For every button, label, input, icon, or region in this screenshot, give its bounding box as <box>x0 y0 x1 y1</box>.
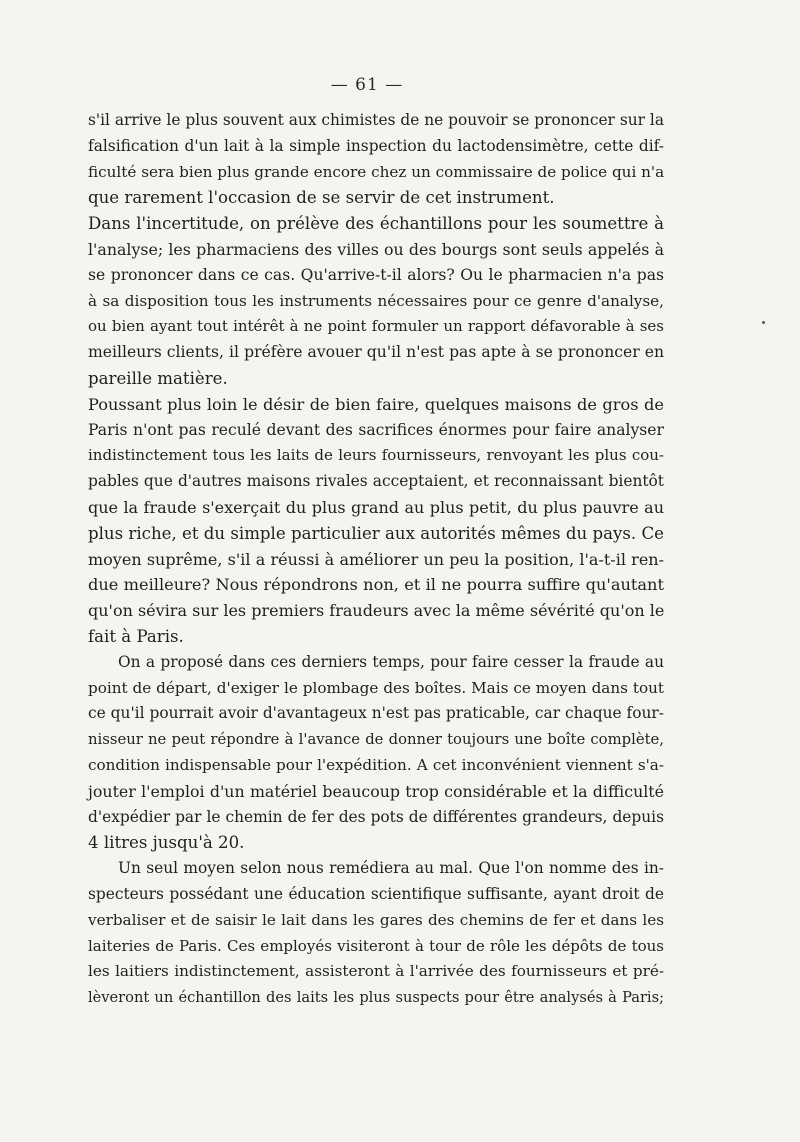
text-line: à sa disposition tous les instruments nécessaires pour ce genre d'analyse, <box>88 291 664 310</box>
text-line: specteurs possédant une éducation scientifique suffisante, ayant droit de <box>88 884 664 903</box>
text-line: plus riche, et du simple particulier aux autorités mêmes du pays. Ce <box>88 523 664 543</box>
text-line: qu'on sévira sur les premiers fraudeurs avec la même sévérité qu'on le <box>88 601 665 621</box>
text-line: que rarement l'occasion de se servir de cet instrument. <box>88 188 555 208</box>
page-number: — 61 — <box>330 75 404 95</box>
text-line: Paris n'ont pas reculé devant des sacrifices énormes pour faire analyser <box>88 420 664 439</box>
text-line: d'expédier par le chemin de fer des pots de différentes grandeurs, depuis <box>88 807 664 826</box>
text-line: On a proposé dans ces derniers temps, pour faire cesser la fraude au <box>118 652 664 671</box>
text-line: ficulté sera bien plus grande encore chez un commissaire de police qui n'a <box>88 162 665 181</box>
text-line: indistinctement tous les laits de leurs fournisseurs, renvoyant les plus cou- <box>88 446 664 465</box>
text-line: point de départ, d'exiger le plombage des boîtes. Mais ce moyen dans tout <box>88 678 664 697</box>
text-line: nisseur ne peut répondre à l'avance de donner toujours une boîte complète, <box>88 731 664 749</box>
text-line: moyen suprême, s'il a réussi à améliorer un peu la position, l'a-t-il ren- <box>88 549 664 569</box>
text-line: Dans l'incertitude, on prélève des échantillons pour les soumettre à <box>88 214 664 234</box>
text-line: due meilleure? Nous répondrons non, et il ne pourra suffire qu'autant <box>88 575 664 595</box>
text-line: ce qu'il pourrait avoir d'avantageux n'est pas praticable, car chaque four- <box>88 704 664 723</box>
text-line: Un seul moyen selon nous remédiera au mal. Que l'on nomme des in- <box>118 859 664 878</box>
paper-speck <box>762 321 765 324</box>
text-line: 4 litres jusqu'à 20. <box>88 833 245 853</box>
text-line: fait à Paris. <box>88 626 184 646</box>
text-line: se prononcer dans ce cas. Qu'arrive-t-il alors? Ou le pharmacien n'a pas <box>88 265 664 284</box>
text-line: falsification d'un lait à la simple inspection du lactodensimètre, cette dif- <box>88 136 664 155</box>
text-line: que la fraude s'exerçait du plus grand au plus petit, du plus pauvre au <box>88 497 664 517</box>
text-line: verbaliser et de saisir le lait dans les gares des chemins de fer et dans les <box>88 910 664 929</box>
text-line: pables que d'autres maisons rivales acceptaient, et reconnaissant bientôt <box>88 472 664 491</box>
text-line: laiteries de Paris. Ces employés visiteront à tour de rôle les dépôts de tous <box>88 936 664 955</box>
text-line: Poussant plus loin le désir de bien faire, quelques maisons de gros de <box>88 394 664 414</box>
text-line: pareille matière. <box>88 368 228 388</box>
text-line: ou bien ayant tout intérêt à ne point formuler un rapport défavorable à ses <box>88 317 664 336</box>
text-line: s'il arrive le plus souvent aux chimistes de ne pouvoir se prononcer sur la <box>88 111 664 129</box>
text-line: les laitiers indistinctement, assisteront à l'arrivée des fournisseurs et pré- <box>88 962 664 981</box>
text-line: meilleurs clients, il préfère avouer qu'il n'est pas apte à se prononcer en <box>88 343 664 362</box>
text-line: lèveront un échantillon des laits les plus suspects pour être analysés à Paris; <box>88 989 664 1007</box>
text-line: l'analyse; les pharmaciens des villes ou des bourgs sont seuls appelés à <box>88 239 664 259</box>
text-line: condition indispensable pour l'expédition. A cet inconvénient viennent s'a- <box>88 755 664 774</box>
body-text <box>88 108 664 1011</box>
text-line: jouter l'emploi d'un matériel beaucoup trop considérable et la difficulté <box>88 781 664 801</box>
